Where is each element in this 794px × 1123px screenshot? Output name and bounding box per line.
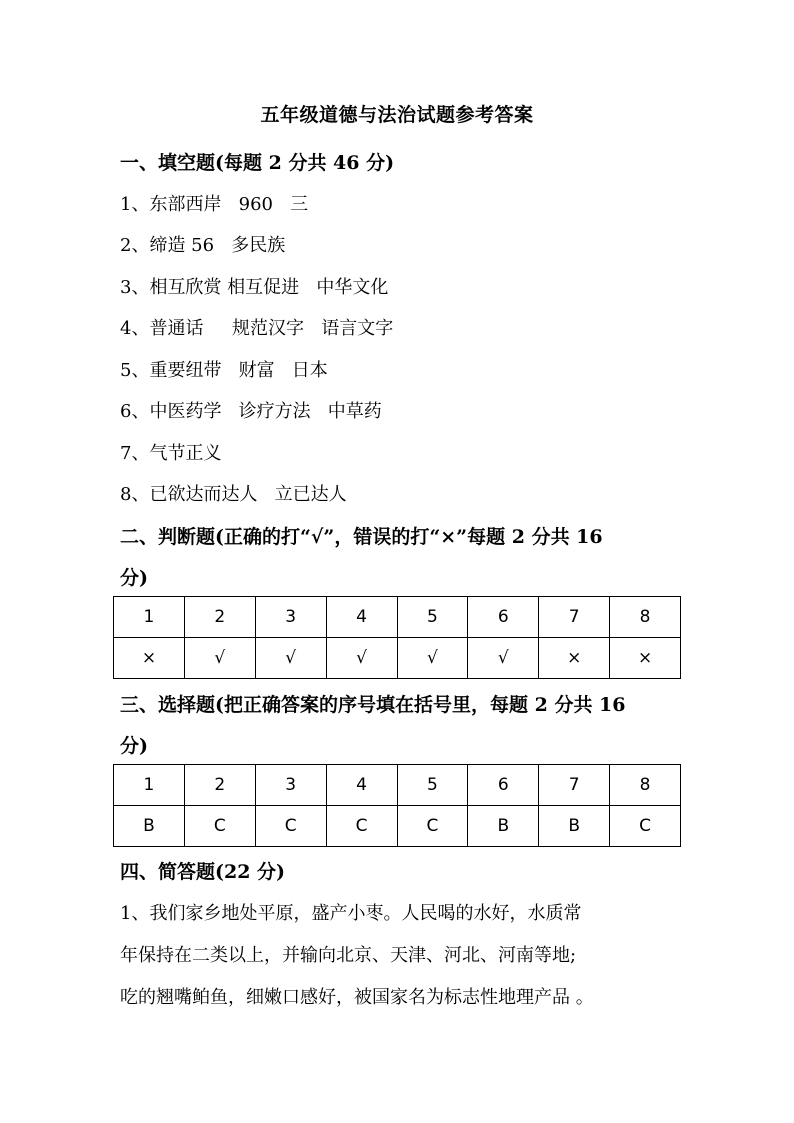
table-cell: 7 [539,765,610,806]
table-cell: C [397,806,468,847]
table-cell: 2 [184,765,255,806]
true-false-answer-table [113,596,681,679]
section-2-heading-cont: 分) [120,567,148,589]
fill-blank-answer-4: 4、普通话 规范汉字 语言文字 [120,318,394,339]
fill-blank-answer-2: 2、缔造 56 多民族 [120,235,286,256]
table-cell: 7 [539,597,610,638]
section-3-heading-cont: 分) [120,735,148,757]
table-cell: 1 [114,597,185,638]
table-cell: 8 [610,765,681,806]
table-cell: C [184,806,255,847]
table-row-numbers [114,597,681,638]
table-cell: 6 [468,765,539,806]
table-cell: 4 [326,765,397,806]
fill-blank-answer-5: 5、重要纽带 财富 日本 [120,360,328,381]
table-cell: √ [397,638,468,679]
table-cell: × [114,638,185,679]
table-cell: × [610,638,681,679]
table-cell: B [468,806,539,847]
table-cell: B [114,806,185,847]
fill-blank-answer-8: 8、已欲达而达人 立已达人 [120,484,347,505]
table-cell: 3 [255,765,326,806]
multiple-choice-answer-table [113,764,681,847]
table-cell: 5 [397,597,468,638]
table-cell: √ [255,638,326,679]
fill-blank-answer-3: 3、相互欣赏 相互促进 中华文化 [120,277,389,298]
section-3-heading: 三、选择题(把正确答案的序号填在括号里，每题 2 分共 16 [120,694,626,716]
table-cell: 6 [468,597,539,638]
table-cell: 8 [610,597,681,638]
table-row-answers [114,806,681,847]
short-answer-line-1: 1、我们家乡地处平原，盛产小枣。人民喝的水好，水质常 [120,903,582,924]
table-cell: × [539,638,610,679]
table-row-numbers [114,765,681,806]
table-cell: C [326,806,397,847]
fill-blank-answer-6: 6、中医药学 诊疗方法 中草药 [120,401,382,422]
table-cell: C [610,806,681,847]
table-cell: B [539,806,610,847]
section-4-heading: 四、简答题(22 分) [120,861,286,883]
table-cell: 5 [397,765,468,806]
table-cell: 3 [255,597,326,638]
section-1-heading: 一、填空题(每题 2 分共 46 分) [120,152,395,174]
section-2-heading: 二、判断题(正确的打“√”，错误的打“×”每题 2 分共 16 [120,526,603,548]
short-answer-line-2: 年保持在二类以上，并输向北京、天津、河北、河南等地; [120,945,577,966]
short-answer-line-3: 吃的翘嘴鲌鱼，细嫩口感好，被国家名为标志性地理产品 。 [120,987,594,1008]
fill-blank-answer-1: 1、东部西岸 960 三 [120,194,309,215]
table-cell: √ [468,638,539,679]
table-cell: 2 [184,597,255,638]
table-cell: √ [326,638,397,679]
fill-blank-answer-7: 7、气节正义 [120,443,222,464]
table-cell: 1 [114,765,185,806]
table-cell: C [255,806,326,847]
page-title: 五年级道德与法治试题参考答案 [260,104,534,126]
table-cell: 4 [326,597,397,638]
table-cell: √ [184,638,255,679]
table-row-answers [114,638,681,679]
